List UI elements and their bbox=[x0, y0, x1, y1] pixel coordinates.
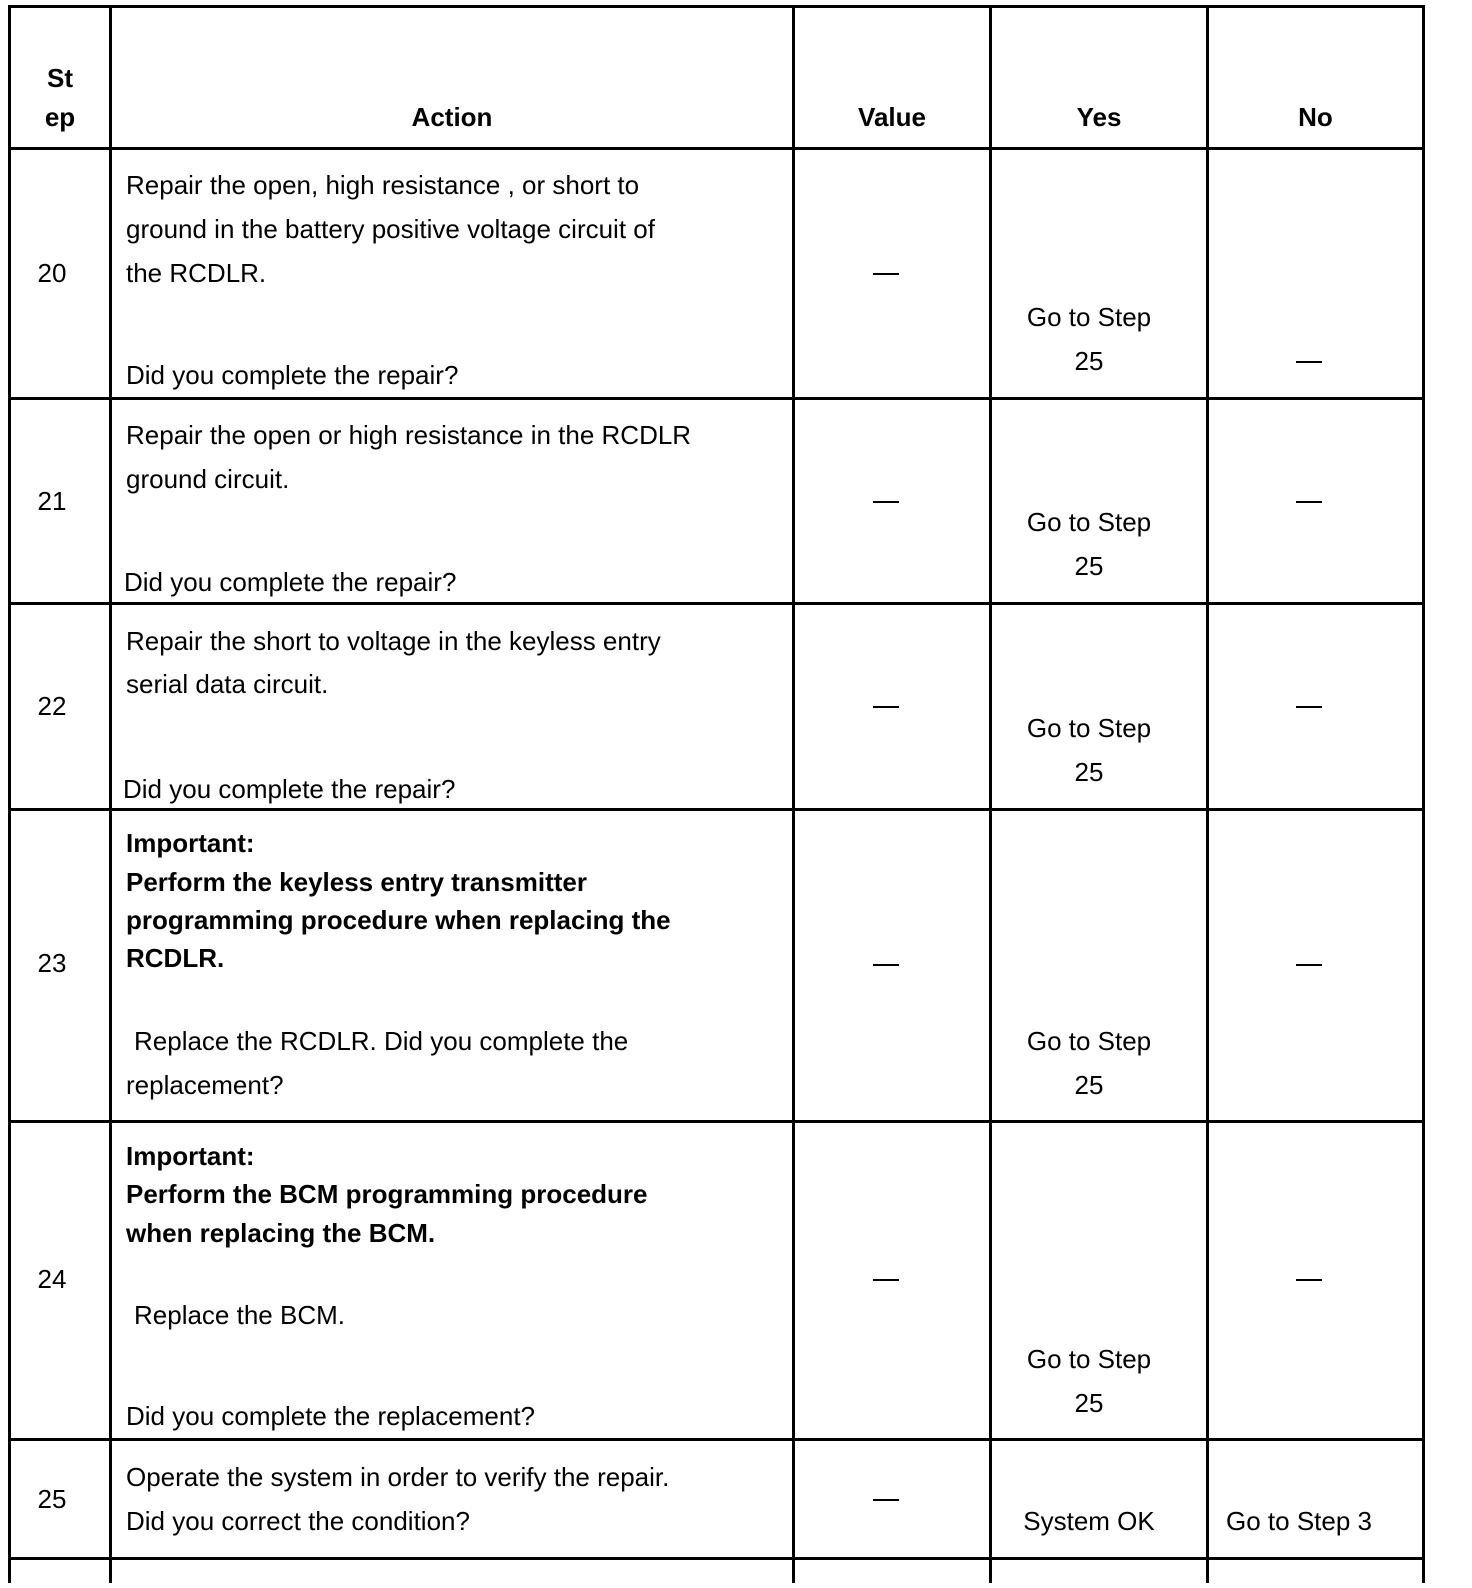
no-dash bbox=[1296, 1279, 1322, 1281]
important-label: Important: bbox=[126, 1141, 255, 1171]
action-text: Operate the system in order to verify the repair. bbox=[126, 1462, 670, 1492]
action-question: Did you complete the replacement? bbox=[126, 1401, 536, 1431]
yes-text: 25 bbox=[1074, 1070, 1104, 1100]
yes-text: Go to Step bbox=[1026, 302, 1152, 332]
no-dash bbox=[1296, 964, 1322, 966]
yes-text: 25 bbox=[1074, 551, 1104, 581]
yes-text: Go to Step bbox=[1026, 507, 1152, 537]
action-question: Did you complete the repair? bbox=[123, 774, 456, 804]
important-note: programming procedure when replacing the bbox=[126, 905, 671, 935]
important-label: Important: bbox=[126, 828, 255, 858]
row-divider bbox=[8, 1438, 1425, 1441]
action-text: serial data circuit. bbox=[126, 669, 329, 699]
row-divider bbox=[8, 397, 1425, 400]
table-border-right bbox=[1422, 5, 1425, 1583]
step-number: 21 bbox=[37, 486, 67, 516]
yes-text: 25 bbox=[1074, 757, 1104, 787]
value-dash bbox=[873, 501, 899, 503]
action-text: replacement? bbox=[126, 1070, 284, 1100]
table-border-bottom bbox=[8, 1557, 1425, 1560]
action-text: ground in the battery positive voltage circuit of bbox=[126, 214, 655, 244]
header-action: Action bbox=[411, 102, 493, 132]
yes-text: Go to Step bbox=[1026, 1344, 1152, 1374]
value-dash bbox=[873, 706, 899, 708]
yes-text: Go to Step bbox=[1026, 713, 1152, 743]
yes-text: Go to Step bbox=[1026, 1026, 1152, 1056]
yes-text: 25 bbox=[1074, 346, 1104, 376]
header-value: Value bbox=[858, 102, 926, 132]
no-dash bbox=[1296, 361, 1322, 363]
value-dash bbox=[873, 1279, 899, 1281]
column-divider bbox=[1206, 5, 1209, 1583]
table-border-left bbox=[8, 5, 11, 1583]
action-question: Did you complete the repair? bbox=[126, 360, 459, 390]
yes-text: 25 bbox=[1074, 1388, 1104, 1418]
table-border-top bbox=[8, 5, 1425, 8]
column-divider bbox=[792, 5, 795, 1583]
value-dash bbox=[873, 964, 899, 966]
step-number: 24 bbox=[37, 1264, 67, 1294]
row-divider bbox=[8, 147, 1425, 150]
step-number: 22 bbox=[37, 691, 67, 721]
action-text: Replace the RCDLR. Did you complete the bbox=[134, 1026, 629, 1056]
column-divider bbox=[109, 5, 112, 1583]
action-text: Did you correct the condition? bbox=[126, 1506, 470, 1536]
header-no: No bbox=[1298, 102, 1333, 132]
action-question: Did you complete the repair? bbox=[124, 567, 457, 597]
important-note: RCDLR. bbox=[126, 943, 225, 973]
yes-text: System OK bbox=[1023, 1506, 1155, 1536]
action-text: Repair the short to voltage in the keyless entry bbox=[126, 626, 661, 656]
important-note: when replacing the BCM. bbox=[126, 1218, 436, 1248]
no-dash bbox=[1296, 706, 1322, 708]
value-dash bbox=[873, 1499, 899, 1501]
header-step-line1: St bbox=[47, 63, 73, 93]
action-text: the RCDLR. bbox=[126, 258, 267, 288]
row-divider bbox=[8, 1120, 1425, 1123]
important-note: Perform the keyless entry transmitter bbox=[126, 867, 587, 897]
action-text: Repair the open or high resistance in the RCDLR bbox=[126, 420, 692, 450]
header-step-line2: ep bbox=[44, 102, 76, 132]
header-yes: Yes bbox=[1076, 102, 1122, 132]
step-number: 25 bbox=[37, 1484, 67, 1514]
value-dash bbox=[873, 273, 899, 275]
no-dash bbox=[1296, 501, 1322, 503]
no-text: Go to Step 3 bbox=[1226, 1506, 1372, 1536]
action-text: ground circuit. bbox=[126, 464, 290, 494]
action-text: Repair the open, high resistance , or short to bbox=[126, 170, 640, 200]
step-number: 20 bbox=[37, 258, 67, 288]
action-text: Replace the BCM. bbox=[134, 1300, 345, 1330]
step-number: 23 bbox=[37, 948, 67, 978]
important-note: Perform the BCM programming procedure bbox=[126, 1179, 648, 1209]
